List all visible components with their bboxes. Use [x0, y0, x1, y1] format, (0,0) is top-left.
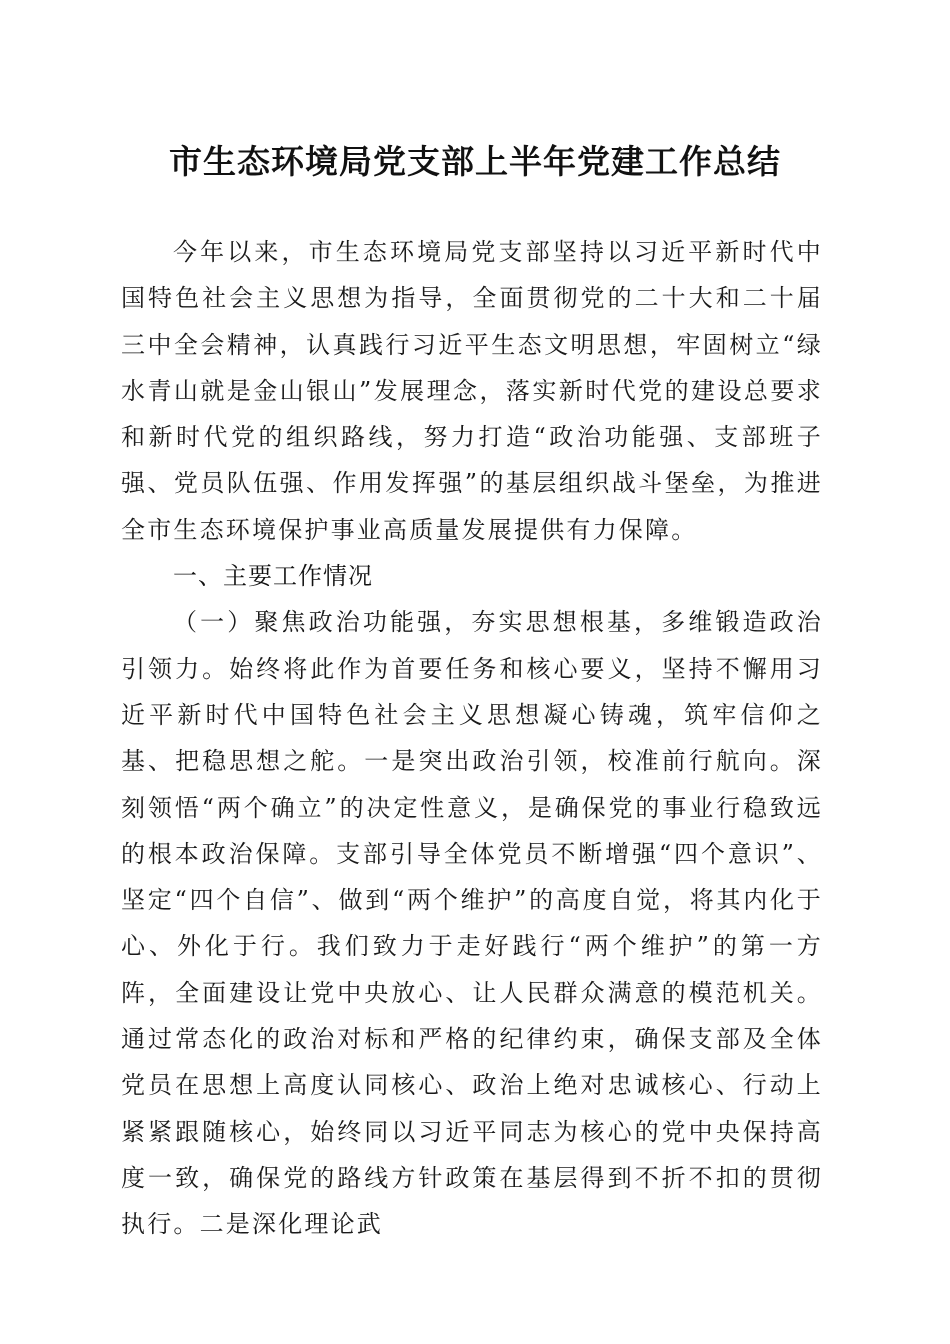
- document-title: 市生态环境局党支部上半年党建工作总结: [169, 142, 781, 181]
- body-paragraph: （一）聚焦政治功能强，夯实思想根基，多维锻造政治引领力。始终将此作为首要任务和核心要义，坚持不懈用习近平新时代中国特色社会主义思想凝心铸魂，筑牢信仰之基、把稳思想之舵。一是突出政治引领，校准前行航向。深刻领悟“两个确立”的决定性意义，是确保党的事业行稳致远的根本政治保障。支部引导全体党员不断增强“四个意识”、坚定“四个自信”、做到“两个维护”的高度自觉，将其内化于心、外化于行。我们致力于走好践行“两个维护”的第一方阵，全面建设让党中央放心、让人民群众满意的模范机关。通过常态化的政治对标和严格的纪律约束，确保支部及全体党员在思想上高度认同核心、政治上绝对忠诚核心、行动上紧紧跟随核心，始终同以习近平同志为核心的党中央保持高度一致，确保党的路线方针政策在基层得到不折不扣的贯彻执行。二是深化理论武: [121, 608, 823, 1239]
- section-heading: 一、主要工作情况: [173, 562, 373, 591]
- intro-paragraph: 今年以来，市生态环境局党支部坚持以习近平新时代中国特色社会主义思想为指导，全面贯彻党的二十大和二十届三中全会精神，认真践行习近平生态文明思想，牢固树立“绿水青山就是金山银山”发展理念，落实新时代党的建设总要求和新时代党的组织路线，努力打造“政治功能强、支部班子强、党员队伍强、作用发挥强”的基层组织战斗堡垒，为推进全市生态环境保护事业高质量发展提供有力保障。: [121, 238, 823, 544]
- document-body: [121, 229, 823, 1248]
